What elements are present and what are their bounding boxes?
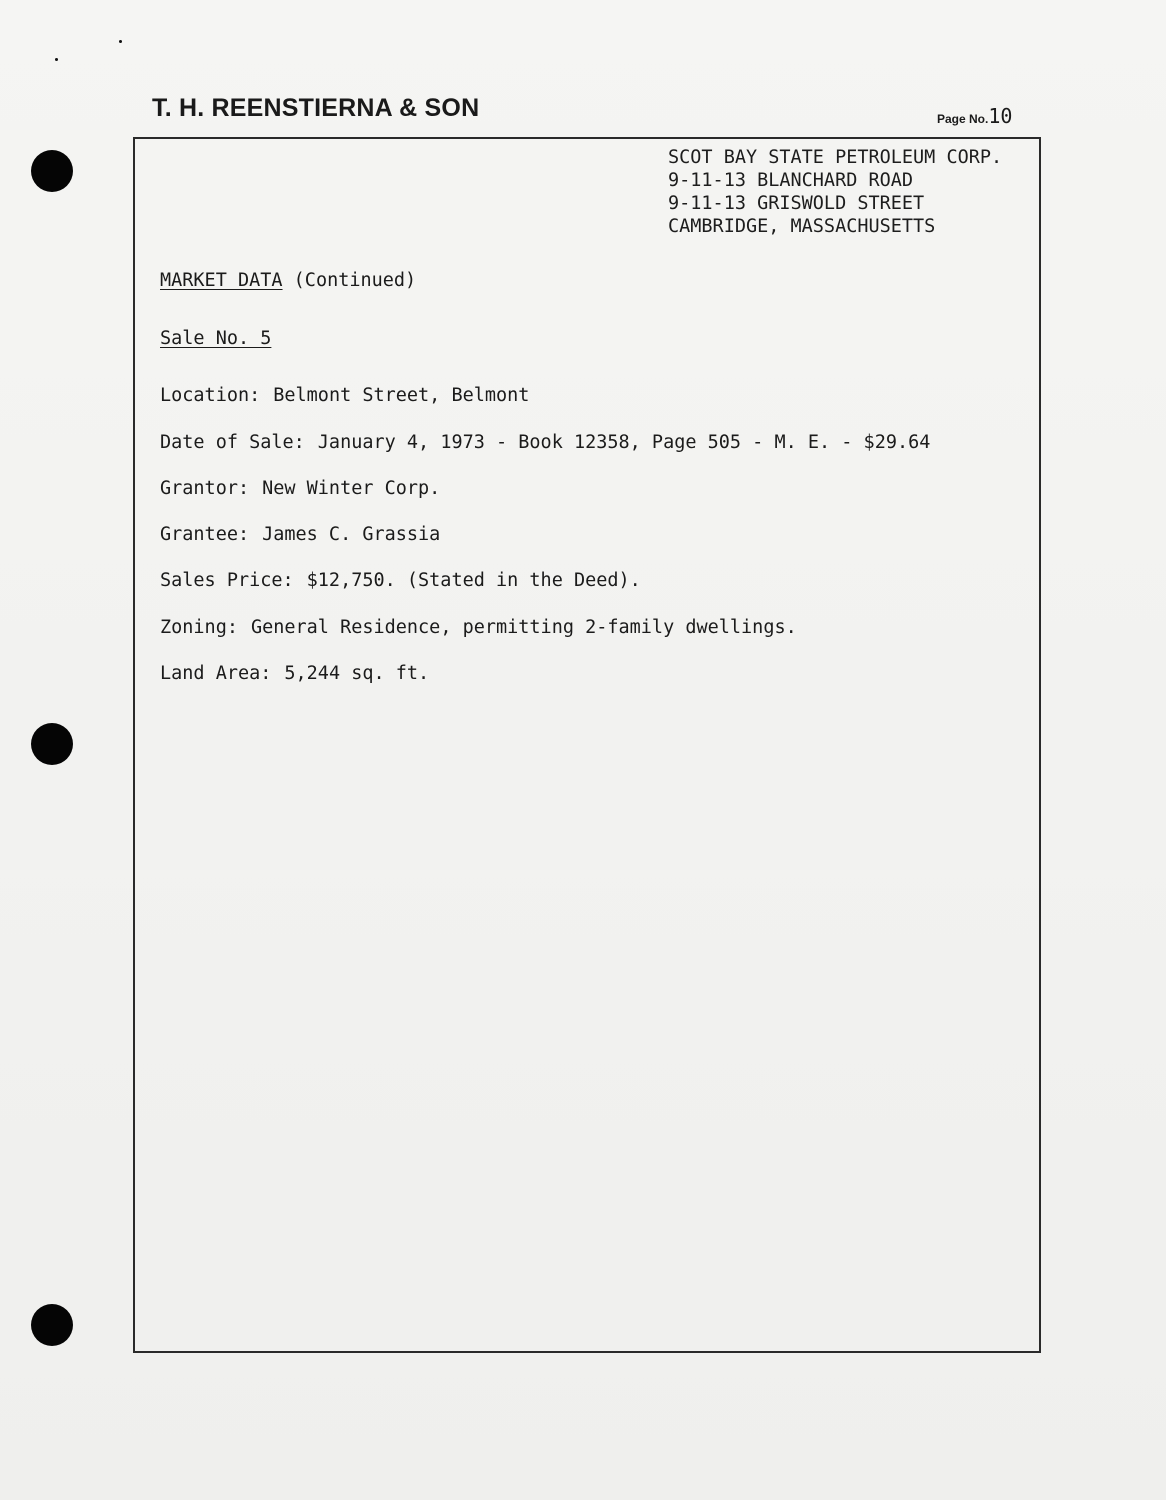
sale-number-label: Sale No. 5 (160, 328, 272, 349)
land-area-value: 5,244 sq. ft. (284, 663, 430, 684)
property-address-line: 9-11-13 BLANCHARD ROAD (668, 170, 914, 191)
sales-price-row (160, 570, 641, 591)
date-of-sale-label: Date of Sale: (160, 432, 305, 453)
property-address-line: 9-11-13 GRISWOLD STREET (668, 193, 925, 214)
page-number-value: 10 (988, 104, 1013, 128)
location-row (160, 385, 529, 406)
dust-speck (119, 40, 122, 43)
punch-hole-top (31, 150, 73, 192)
section-heading (160, 270, 416, 291)
sales-price-label: Sales Price: (160, 570, 294, 591)
land-area-row (160, 663, 429, 684)
firm-name: T. H. REENSTIERNA & SON (152, 94, 480, 122)
grantee-label: Grantee: (160, 524, 250, 545)
property-address (668, 146, 1002, 238)
grantor-value: New Winter Corp. (262, 478, 441, 499)
land-area-label: Land Area: (160, 663, 272, 684)
grantor-row (160, 478, 440, 499)
sale-number (160, 328, 271, 349)
zoning-value: General Residence, permitting 2-family dwellings. (250, 617, 797, 638)
section-heading-title: MARKET DATA (160, 270, 283, 291)
date-of-sale-row (160, 432, 930, 453)
zoning-row (160, 617, 797, 638)
location-label: Location: (160, 385, 261, 406)
page-number (937, 104, 1012, 128)
sales-price-value: $12,750. (Stated in the Deed). (306, 570, 641, 591)
grantor-label: Grantor: (160, 478, 250, 499)
grantee-row (160, 524, 440, 545)
zoning-label: Zoning: (160, 617, 238, 638)
property-owner: SCOT BAY STATE PETROLEUM CORP. (668, 147, 1003, 168)
date-of-sale-value: January 4, 1973 - Book 12358, Page 505 - M. E. - $29.64 (317, 432, 931, 453)
grantee-value: James C. Grassia (262, 524, 441, 545)
content-frame (133, 137, 1041, 1353)
location-value: Belmont Street, Belmont (273, 385, 530, 406)
page-number-label: Page No. (937, 112, 989, 126)
dust-speck (55, 58, 58, 61)
punch-hole-bottom (31, 1304, 73, 1346)
punch-hole-middle (31, 723, 73, 765)
property-city: CAMBRIDGE, MASSACHUSETTS (668, 216, 936, 237)
section-heading-suffix: (Continued) (293, 270, 417, 291)
